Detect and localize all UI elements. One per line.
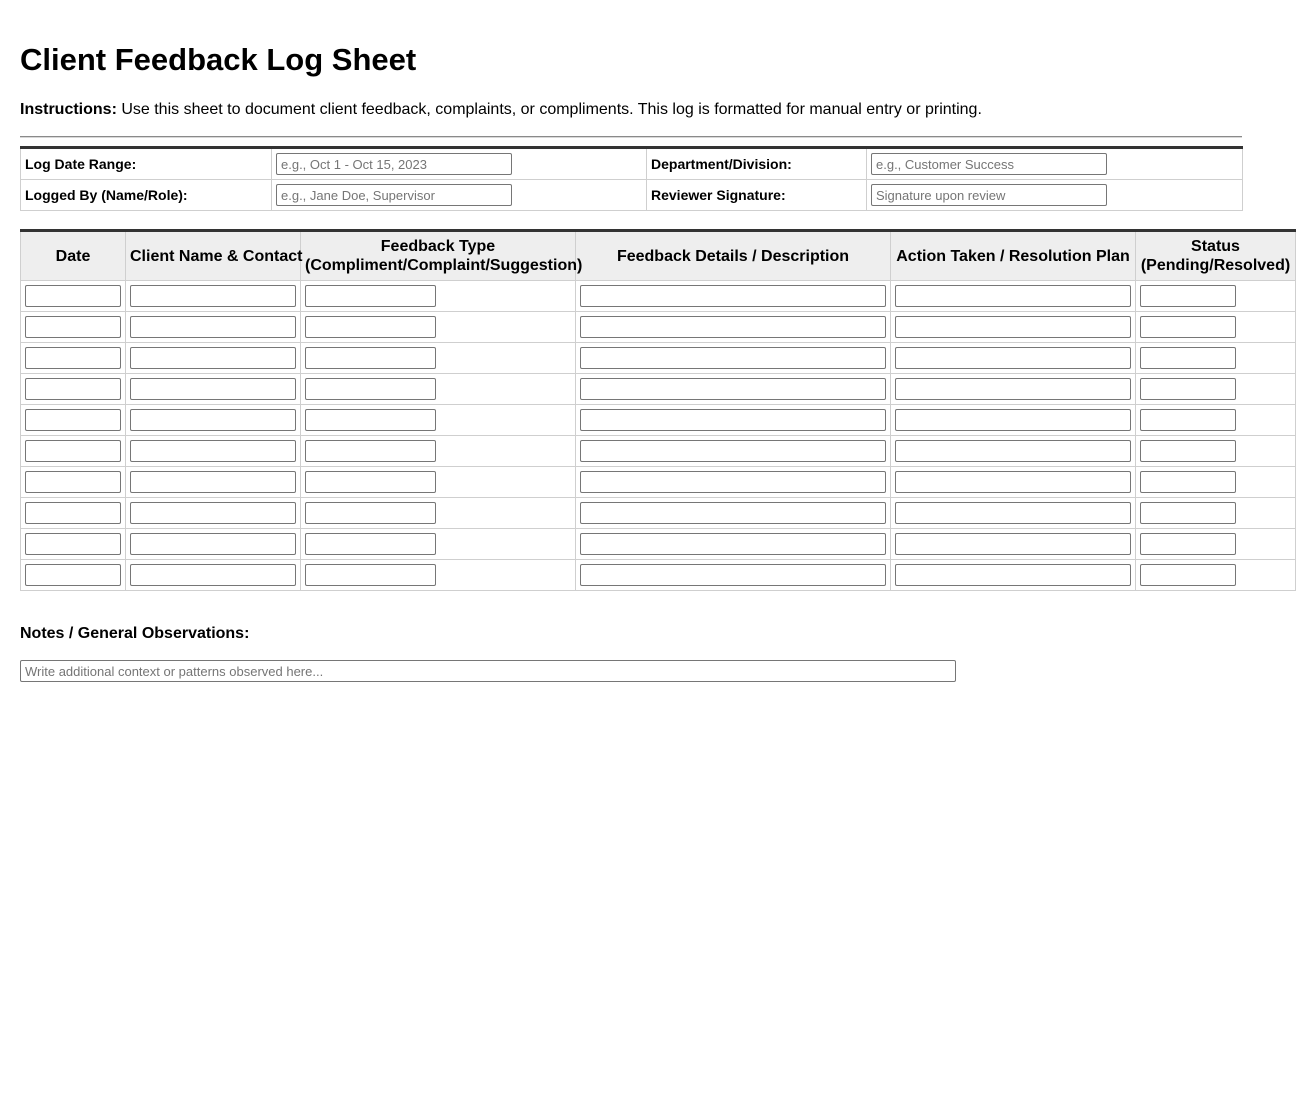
table-cell [576,529,891,560]
action-taken-input[interactable] [895,533,1131,555]
table-cell [301,467,576,498]
client-name-input[interactable] [130,285,296,307]
feedback-type-input[interactable] [305,471,436,493]
feedback-type-input[interactable] [305,502,436,524]
table-cell [21,312,126,343]
table-row [21,560,1296,591]
table-cell [576,374,891,405]
status-input[interactable] [1140,378,1236,400]
meta-row [21,180,1243,211]
date-input[interactable] [25,347,121,369]
table-cell [576,281,891,312]
table-row [21,467,1296,498]
date-input[interactable] [25,285,121,307]
table-cell [126,498,301,529]
table-cell [301,560,576,591]
table-cell [126,467,301,498]
notes-input[interactable] [20,660,956,682]
table-cell [891,281,1136,312]
table-cell [301,405,576,436]
page-title: Client Feedback Log Sheet [20,42,417,77]
table-cell [21,405,126,436]
table-cell [126,343,301,374]
status-input[interactable] [1140,285,1236,307]
client-name-input[interactable] [130,502,296,524]
table-cell [891,436,1136,467]
log-date-range-label: Log Date Range: [21,148,272,180]
header-client-name-contact [126,231,301,281]
client-name-input[interactable] [130,347,296,369]
action-taken-input[interactable] [895,564,1131,586]
meta-row [21,148,1243,180]
action-taken-input[interactable] [895,285,1131,307]
header-status-line1: Status [1191,238,1240,255]
logged-by-input[interactable] [276,184,512,206]
feedback-type-input[interactable] [305,285,436,307]
table-cell [21,374,126,405]
table-cell [301,529,576,560]
table-cell [21,436,126,467]
table-cell [576,343,891,374]
table-row [21,343,1296,374]
header-date-line1: Date [55,247,91,265]
feedback-details-input[interactable] [580,533,886,555]
status-input[interactable] [1140,502,1236,524]
table-cell [1136,312,1296,343]
client-name-input[interactable] [130,533,296,555]
feedback-details-input[interactable] [580,409,886,431]
table-cell [301,374,576,405]
feedback-type-input[interactable] [305,378,436,400]
header-action-taken-line1: Action Taken / Resolution Plan [896,247,1130,265]
table-cell [576,560,891,591]
department-label: Department/Division: [647,148,867,180]
feedback-type-input[interactable] [305,409,436,431]
table-row [21,436,1296,467]
table-cell [891,529,1136,560]
header-status [1136,231,1296,281]
client-name-input[interactable] [130,471,296,493]
table-cell [21,560,126,591]
table-cell [1136,281,1296,312]
feedback-details-input[interactable] [580,440,886,462]
client-name-input[interactable] [130,316,296,338]
status-input[interactable] [1140,347,1236,369]
table-cell [576,498,891,529]
table-row [21,312,1296,343]
table-cell [21,498,126,529]
logged-by-label: Logged By (Name/Role): [21,180,272,211]
reviewer-signature-input[interactable] [871,184,1107,206]
feedback-type-input[interactable] [305,564,436,586]
instructions-label: Instructions: [20,101,117,118]
table-cell [21,281,126,312]
action-taken-input[interactable] [895,471,1131,493]
status-input[interactable] [1140,533,1236,555]
reviewer-signature-label: Reviewer Signature: [647,180,867,211]
status-input[interactable] [1140,564,1236,586]
table-cell [21,467,126,498]
date-input[interactable] [25,316,121,338]
feedback-details-input[interactable] [580,471,886,493]
date-input[interactable] [25,409,121,431]
date-input[interactable] [25,440,121,462]
header-feedback-type-line1: Feedback Type [380,238,496,255]
date-input[interactable] [25,502,121,524]
feedback-details-input[interactable] [580,347,886,369]
action-taken-input[interactable] [895,440,1131,462]
action-taken-input[interactable] [895,347,1131,369]
date-input[interactable] [25,471,121,493]
table-cell [301,436,576,467]
table-cell [21,343,126,374]
table-cell [1136,560,1296,591]
table-row [21,374,1296,405]
log-date-range-input[interactable] [276,153,512,175]
table-cell [126,374,301,405]
status-input[interactable] [1140,471,1236,493]
table-cell [301,343,576,374]
department-input[interactable] [871,153,1107,175]
table-cell [891,498,1136,529]
divider [20,136,1242,138]
feedback-type-input[interactable] [305,440,436,462]
client-name-input[interactable] [130,440,296,462]
client-name-input[interactable] [130,378,296,400]
table-cell [576,436,891,467]
feedback-type-input[interactable] [305,533,436,555]
table-cell [1136,436,1296,467]
date-input[interactable] [25,378,121,400]
header-feedback-type-line2: (Compliment/Complaint/Suggestion) [305,257,583,274]
table-cell [1136,405,1296,436]
status-input[interactable] [1140,316,1236,338]
action-taken-input[interactable] [895,409,1131,431]
header-action-taken [891,231,1136,281]
action-taken-input[interactable] [895,378,1131,400]
table-row [21,281,1296,312]
table-cell [301,498,576,529]
table-cell [126,560,301,591]
table-cell [1136,498,1296,529]
table-cell [891,312,1136,343]
date-input[interactable] [25,564,121,586]
table-cell [576,467,891,498]
instructions [20,100,982,120]
table-cell [1136,343,1296,374]
table-cell [891,560,1136,591]
table-cell [301,312,576,343]
table-cell [126,281,301,312]
header-feedback-details [576,231,891,281]
instructions-text: Use this sheet to document client feedback, complaints, or compliments. This log is formatted for manual entry or printing. [116,101,982,118]
table-row [21,529,1296,560]
table-cell [21,529,126,560]
table-cell [891,343,1136,374]
feedback-type-input[interactable] [305,316,436,338]
table-cell [1136,529,1296,560]
table-cell [126,529,301,560]
header-date [21,231,126,281]
feedback-type-input[interactable] [305,347,436,369]
feedback-details-input[interactable] [580,502,886,524]
table-cell [1136,467,1296,498]
table-cell [576,312,891,343]
table-cell [126,436,301,467]
table-row [21,498,1296,529]
table-cell [301,281,576,312]
feedback-log-table [20,229,1296,591]
client-name-input[interactable] [130,409,296,431]
feedback-details-input[interactable] [580,564,886,586]
client-name-input[interactable] [130,564,296,586]
table-cell [891,467,1136,498]
feedback-details-input[interactable] [580,285,886,307]
table-row [21,405,1296,436]
notes-label: Notes / General Observations: [20,625,250,642]
table-cell [1136,374,1296,405]
feedback-details-input[interactable] [580,378,886,400]
action-taken-input[interactable] [895,502,1131,524]
table-cell [126,312,301,343]
table-cell [126,405,301,436]
status-input[interactable] [1140,409,1236,431]
header-client-name-contact-line1: Client Name & Contact [130,247,303,265]
table-cell [891,405,1136,436]
date-input[interactable] [25,533,121,555]
header-feedback-type [301,231,583,281]
header-status-line2: (Pending/Resolved) [1140,257,1291,274]
table-cell [891,374,1136,405]
header-feedback-details-line1: Feedback Details / Description [616,247,850,265]
log-header-row [21,231,1296,281]
status-input[interactable] [1140,440,1236,462]
feedback-details-input[interactable] [580,316,886,338]
action-taken-input[interactable] [895,316,1131,338]
log-meta-table [20,146,1243,211]
table-cell [576,405,891,436]
